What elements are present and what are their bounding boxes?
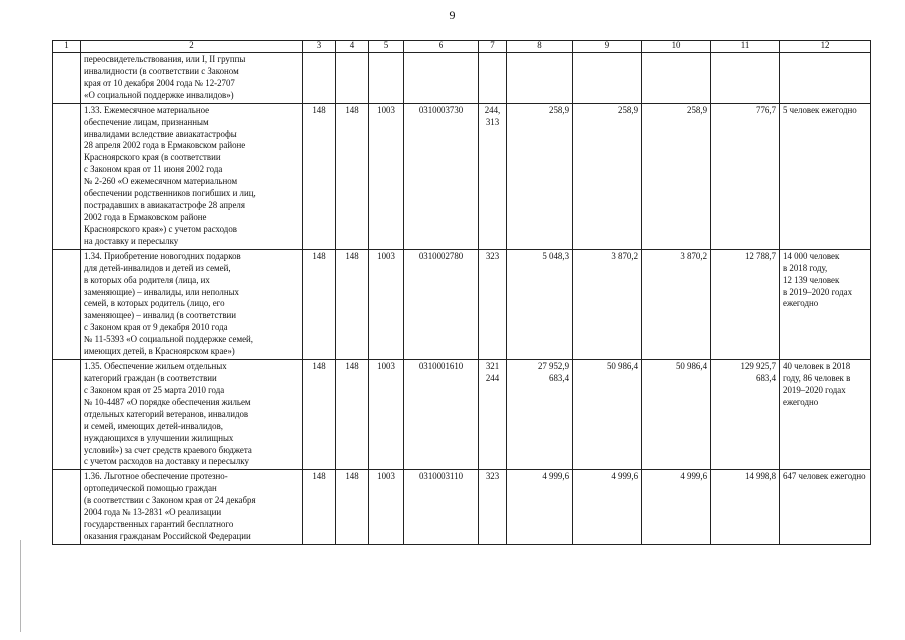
description-line: нуждающихся в улучшении жилищных (84, 432, 234, 443)
cell-value: 313 (485, 116, 500, 127)
cell-value: 148 (345, 361, 359, 372)
description-line: 1.34. Приобретение новогодних подарков (84, 250, 241, 261)
table-row (53, 53, 871, 104)
cell-value: ежегодно (783, 298, 819, 309)
cell-value: 4 999,6 (680, 471, 707, 482)
description-line: семей, в которых родитель (лицо, его (84, 298, 225, 309)
cell-value: 323 (485, 250, 500, 261)
cell-col-12 (780, 103, 871, 249)
description-line: государственных гарантий бесплатного (84, 519, 234, 530)
cell-col-6 (404, 470, 479, 545)
cell-value: 647 человек ежегодно (783, 471, 866, 482)
cell-value: 12 788,7 (744, 250, 776, 261)
cell-col-7 (479, 53, 507, 104)
description-line: пострадавших в авиакатастрофе 28 апреля (84, 200, 245, 211)
table-row (53, 249, 871, 359)
description-line: 1.33. Ежемесячное материальное (84, 104, 210, 115)
cell-value: 321 (485, 361, 500, 372)
cell-value: 148 (345, 104, 359, 115)
column-number-row (53, 41, 871, 53)
cell-value: 40 человек в 2018 году, 86 человек в 2019–2020 годах ежегодно (783, 361, 851, 407)
cell-value: 148 (345, 471, 359, 482)
description-line: категорий граждан (в соответствии (84, 372, 217, 383)
column-number: 3 (303, 41, 336, 53)
table-row (53, 103, 871, 249)
cell-value: 27 952,9 (537, 361, 569, 372)
description-line: ортопедической помощью граждан (84, 483, 217, 494)
cell-col-12 (780, 360, 871, 470)
cell-col-3 (303, 249, 336, 359)
page-number: 9 (449, 8, 456, 22)
cell-col-10 (642, 470, 711, 545)
description-line: (в соответствии с Законом края от 24 декабря (84, 495, 256, 506)
cell-col-6 (404, 360, 479, 470)
table-row (53, 360, 871, 470)
cell-value: 4 999,6 (542, 471, 569, 482)
cell-value: 0310003730 (418, 104, 464, 115)
cell-col-10 (642, 249, 711, 359)
cell-col-4 (336, 470, 369, 545)
cell-col-3 (303, 53, 336, 104)
cell-col-9 (573, 249, 642, 359)
cell-value: 1003 (377, 250, 395, 261)
cell-col-11 (711, 103, 780, 249)
column-number: 4 (336, 41, 369, 53)
cell-col-3 (303, 103, 336, 249)
description-line: 28 апреля 2002 года в Ермаковском районе (84, 140, 246, 151)
column-number: 11 (711, 41, 780, 53)
cell-value: в 2018 году, (783, 262, 828, 273)
cell-value: 323 (485, 471, 500, 482)
table-row (53, 470, 871, 545)
cell-value: 3 870,2 (680, 250, 707, 261)
description-line: условий») за счет средств краевого бюджета (84, 444, 252, 455)
description-line: инвалидности (в соответствии с Законом (84, 65, 239, 76)
description-line: на доставку и пересылку (84, 235, 179, 246)
cell-value: 14 998,8 (744, 471, 776, 482)
cell-col-5 (369, 360, 404, 470)
cell-col-1 (53, 360, 81, 470)
cell-value: 3 870,2 (611, 250, 638, 261)
cell-value: 244 (485, 372, 500, 383)
description-line: 1.35. Обеспечение жильем отдельных (84, 361, 227, 372)
cell-value: 0310003110 (418, 471, 464, 482)
measure-description (81, 249, 303, 359)
cell-col-1 (53, 249, 81, 359)
description-line: в которых оба родителя (лица, их (84, 274, 210, 285)
cell-col-4 (336, 249, 369, 359)
cell-value: 683,4 (756, 372, 776, 383)
cell-col-5 (369, 53, 404, 104)
cell-col-1 (53, 103, 81, 249)
cell-col-6 (404, 53, 479, 104)
cell-col-7 (479, 249, 507, 359)
description-line: 2002 года в Ермаковском районе (84, 211, 207, 222)
cell-col-5 (369, 103, 404, 249)
cell-col-9 (573, 53, 642, 104)
description-line: «О социальной поддержке инвалидов») (84, 89, 234, 100)
column-number: 8 (507, 41, 573, 53)
cell-col-8 (507, 249, 573, 359)
cell-value: 1003 (377, 104, 395, 115)
cell-value: 5 человек ежегодно (783, 104, 857, 115)
cell-value: в 2019–2020 годах (783, 286, 853, 297)
description-line: с Законом края от 9 декабря 2010 года (84, 322, 228, 333)
description-line: с учетом расходов на доставку и пересылку (84, 456, 249, 467)
cell-value: 12 139 человек (783, 274, 840, 285)
cell-value: 148 (345, 250, 359, 261)
cell-value: 0310002780 (418, 250, 464, 261)
cell-value: 129 925,7 (740, 361, 776, 372)
description-line: отдельных категорий ветеранов, инвалидов (84, 408, 249, 419)
description-line: имеющих детей, в Красноярском крае») (84, 346, 235, 357)
cell-value: 258,9 (687, 104, 707, 115)
cell-value: 148 (312, 250, 326, 261)
cell-col-10 (642, 103, 711, 249)
description-line: с Законом края от 25 марта 2010 года (84, 384, 225, 395)
cell-col-9 (573, 470, 642, 545)
column-number: 10 (642, 41, 711, 53)
description-line: оказания гражданам Российской Федерации (84, 530, 251, 541)
description-line: переосвидетельствования, или I, II группы (84, 54, 246, 64)
cell-col-11 (711, 53, 780, 104)
description-line: и семей, имеющих детей-инвалидов, (84, 420, 223, 431)
cell-value: 50 986,4 (675, 361, 707, 372)
cell-col-3 (303, 360, 336, 470)
description-line: № 2-260 «О ежемесячном материальном (84, 176, 238, 187)
cell-col-8 (507, 360, 573, 470)
cell-value: 5 048,3 (542, 250, 569, 261)
cell-col-8 (507, 103, 573, 249)
cell-value: 50 986,4 (606, 361, 638, 372)
cell-value: 1003 (377, 361, 395, 372)
column-number: 1 (53, 41, 81, 53)
description-line: Красноярского края») с учетом расходов (84, 223, 237, 234)
cell-col-4 (336, 360, 369, 470)
description-line: № 10-4487 «О порядке обеспечения жильем (84, 396, 251, 407)
column-number: 12 (780, 41, 871, 53)
cell-col-11 (711, 360, 780, 470)
cell-col-10 (642, 53, 711, 104)
cell-value: 1003 (377, 471, 395, 482)
cell-col-7 (479, 103, 507, 249)
cell-value: 4 999,6 (611, 471, 638, 482)
column-number: 2 (81, 41, 303, 53)
cell-col-7 (479, 470, 507, 545)
description-line: Красноярского края (в соответствии (84, 152, 221, 163)
cell-col-8 (507, 470, 573, 545)
cell-col-4 (336, 53, 369, 104)
description-line: инвалидами вследствие авиакатастрофы (84, 128, 237, 139)
cell-col-7 (479, 360, 507, 470)
measure-description (81, 470, 303, 545)
cell-col-10 (642, 360, 711, 470)
cell-value: 148 (312, 471, 326, 482)
cell-value: 683,4 (549, 372, 569, 383)
scan-margin-line (20, 540, 21, 632)
column-number: 5 (369, 41, 404, 53)
cell-col-5 (369, 249, 404, 359)
column-number: 9 (573, 41, 642, 53)
cell-value: 148 (312, 104, 326, 115)
cell-col-9 (573, 360, 642, 470)
cell-col-12 (780, 470, 871, 545)
cell-col-9 (573, 103, 642, 249)
measure-description (81, 103, 303, 249)
cell-col-6 (404, 249, 479, 359)
description-line: с Законом края от 11 июня 2002 года (84, 164, 223, 175)
measure-description (81, 360, 303, 470)
cell-value: 0310001610 (418, 361, 464, 372)
cell-value: 148 (312, 361, 326, 372)
description-line: № 11-5393 «О социальной поддержке семей, (84, 334, 253, 345)
column-number: 7 (479, 41, 507, 53)
cell-col-4 (336, 103, 369, 249)
description-line: 1.36. Льготное обеспечение протезно- (84, 471, 228, 482)
cell-value: 244, (484, 104, 501, 115)
description-line: 2004 года № 13-2831 «О реализации (84, 507, 222, 518)
cell-col-8 (507, 53, 573, 104)
column-number: 6 (404, 41, 479, 53)
description-line: края от 10 декабря 2004 года № 12-2707 (84, 77, 235, 88)
budget-table (52, 40, 871, 545)
cell-col-11 (711, 249, 780, 359)
cell-value: 258,9 (549, 104, 569, 115)
cell-col-12 (780, 53, 871, 104)
cell-value: 258,9 (618, 104, 638, 115)
cell-value: 14 000 человек (783, 250, 840, 261)
description-line: для детей-инвалидов и детей из семей, (84, 262, 231, 273)
description-line: обеспечении родственников погибших и лиц, (84, 188, 256, 199)
cell-col-5 (369, 470, 404, 545)
cell-col-11 (711, 470, 780, 545)
description-line: обеспечение лицам, признанным (84, 116, 209, 127)
description-line: заменяющее) – инвалид (в соответствии (84, 310, 237, 321)
cell-col-1 (53, 53, 81, 104)
description-line: заменяющие) – инвалиды, или неполных (84, 286, 239, 297)
cell-col-12 (780, 249, 871, 359)
measure-description (81, 53, 303, 104)
cell-col-6 (404, 103, 479, 249)
cell-col-3 (303, 470, 336, 545)
cell-col-1 (53, 470, 81, 545)
cell-value: 776,7 (756, 104, 776, 115)
